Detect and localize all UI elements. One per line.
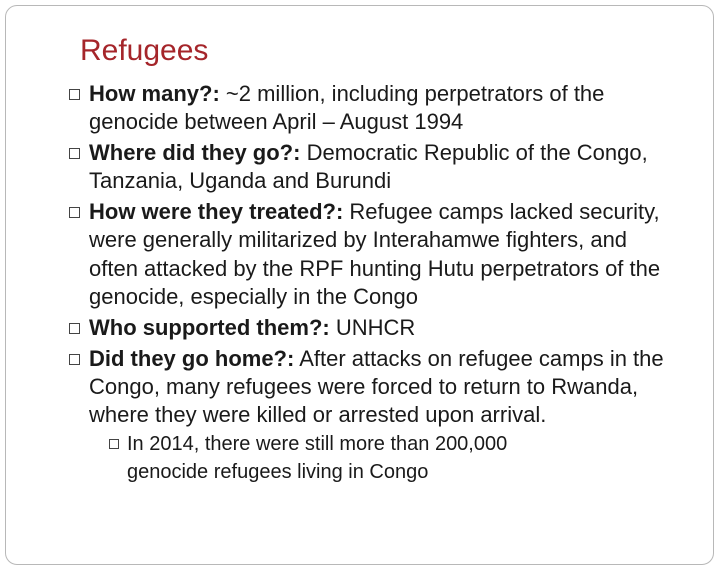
bullet-answer: Democratic Republic of the Congo, Tanzania, Uganda and Burundi	[89, 140, 648, 194]
bullet-box-icon	[63, 314, 89, 342]
bullet-box-icon	[63, 345, 89, 373]
bullet-answer: UNHCR	[329, 314, 416, 340]
bullet-supported	[63, 314, 673, 342]
bullet-box-icon	[63, 80, 89, 108]
bullet-go-home	[63, 345, 673, 430]
slide-title: Refugees	[80, 34, 209, 67]
slide-body	[63, 80, 673, 485]
bullet-question: Where did they go?:	[89, 140, 301, 166]
sub-bullet-text: In 2014, there were still more than 200,000	[127, 433, 508, 456]
bullet-how-many	[63, 80, 673, 137]
bullet-question: How were they treated?:	[89, 199, 344, 225]
sub-bullet-continued: genocide refugees living in Congo	[127, 460, 429, 483]
bullet-box-icon	[63, 139, 89, 167]
sub-bullet-2014	[105, 432, 673, 457]
bullet-question: Who supported them?:	[89, 314, 330, 340]
bullet-answer: ~2 million, including perpetrators of the genocide between April – August 1994	[89, 81, 605, 135]
bullet-treated	[63, 198, 673, 311]
bullet-where	[63, 139, 673, 196]
bullet-question: Did they go home?:	[89, 345, 295, 371]
bullet-answer: After attacks on refugee camps in the Congo, many refugees were forced to return to Rwanda, where they were killed or arrested upon arrival.	[89, 345, 664, 428]
sub-bullet-box-icon	[105, 432, 127, 457]
bullet-box-icon	[63, 198, 89, 226]
bullet-answer: Refugee camps lacked security, were generally militarized by Interahamwe fighters, and often attacked by the RPF hunting Hutu perpetrators of the genocide, especially in the Congo	[89, 199, 661, 310]
bullet-question: How many?:	[89, 81, 220, 106]
